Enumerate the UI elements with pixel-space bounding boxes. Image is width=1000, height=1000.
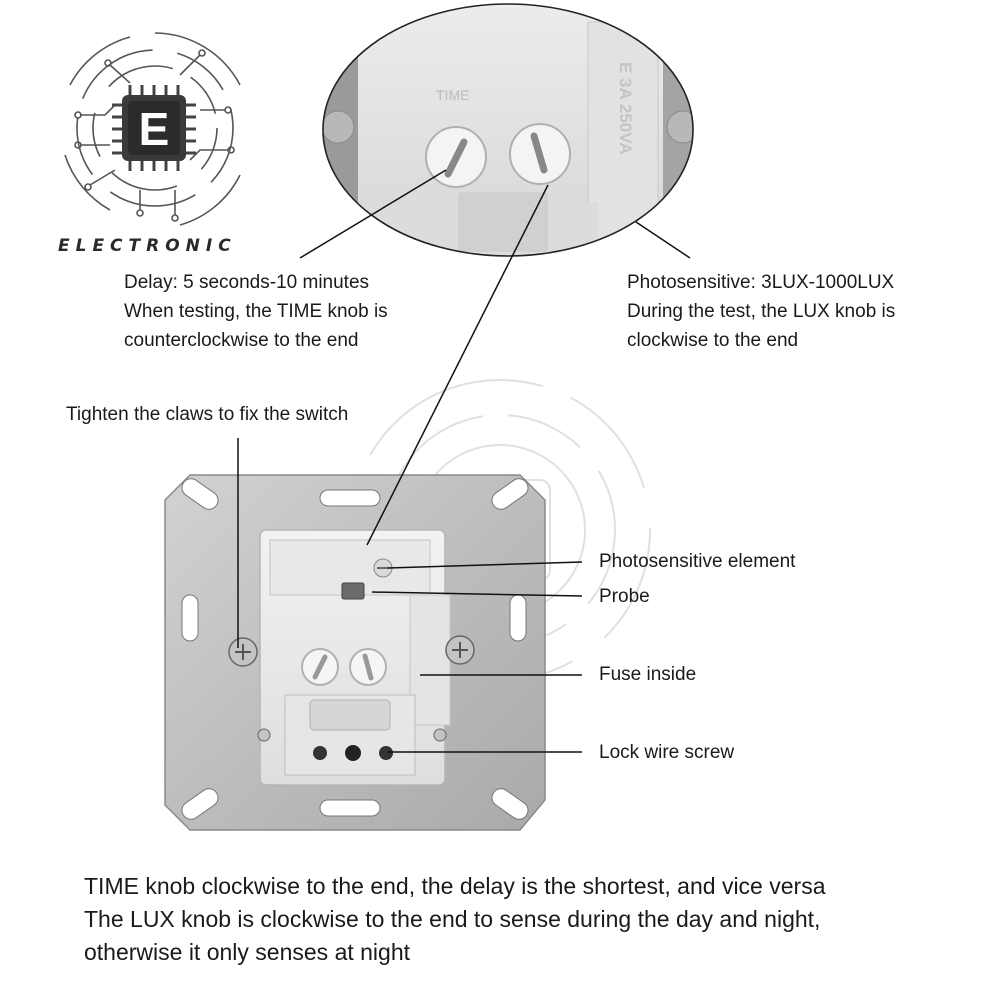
rating-marking: E 3A 250VA	[616, 62, 635, 155]
probe-label: Probe	[599, 586, 650, 607]
usage-notes	[84, 870, 825, 969]
probe-leader-line	[372, 592, 582, 596]
photosensitive-element-leader-line	[388, 562, 582, 568]
photosensitive-line-3: clockwise to the end	[627, 330, 799, 351]
photosensitive-leader-line	[636, 222, 690, 258]
claws-label: Tighten the claws to fix the switch	[66, 404, 349, 425]
delay-line-2: When testing, the TIME knob is	[124, 301, 388, 322]
logo-text: ELECTRONIC	[58, 236, 237, 256]
photosensitive-line-1: Photosensitive: 3LUX-1000LUX	[627, 272, 895, 293]
delay-line-1: Delay: 5 seconds-10 minutes	[124, 272, 370, 293]
time-marking: TIME	[436, 87, 470, 103]
note-line-1: TIME knob clockwise to the end, the delay is the shortest, and vice versa	[84, 873, 826, 899]
delay-line-3: counterclockwise to the end	[124, 330, 359, 351]
note-line-3: otherwise it only senses at night	[84, 939, 411, 965]
fuse-label: Fuse inside	[599, 664, 697, 685]
logo-letter: E	[138, 103, 170, 155]
note-line-2: The LUX knob is clockwise to the end to sense during the day and night,	[84, 906, 821, 932]
zoom-leader-line	[367, 185, 548, 545]
photosensitive-element-label: Photosensitive element	[599, 551, 796, 572]
photosensitive-callout	[627, 268, 895, 355]
delay-callout	[124, 268, 388, 355]
photosensitive-line-2: During the test, the LUX knob is	[627, 301, 896, 322]
lock-wire-label: Lock wire screw	[599, 742, 735, 763]
delay-leader-line	[300, 170, 446, 258]
